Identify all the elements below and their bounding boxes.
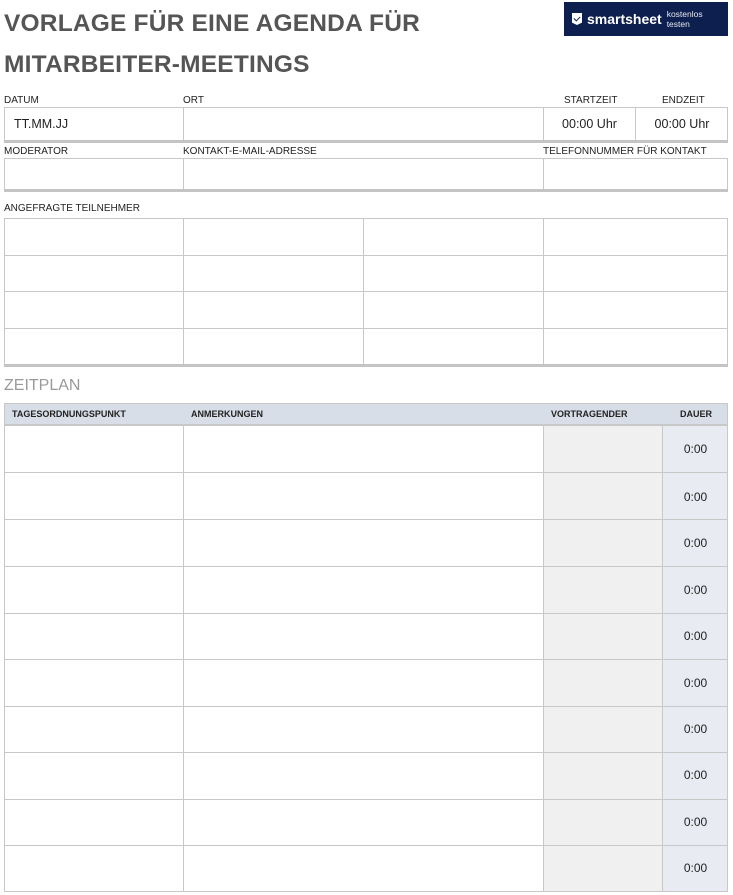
smartsheet-trial-banner[interactable] (564, 2, 728, 36)
duration-cell[interactable]: 0:00 (683, 676, 708, 690)
duration-cell[interactable]: 0:00 (683, 583, 708, 597)
contact-email-field[interactable] (184, 159, 542, 189)
duration-cell[interactable]: 0:00 (683, 490, 708, 504)
banner-brand: smartsheet (586, 11, 662, 27)
page-title (4, 4, 544, 85)
header-notes: ANMERKUNGEN (191, 409, 263, 419)
attendees-label: ANGEFRAGTE TEILNEHMER (4, 203, 140, 214)
duration-cell[interactable]: 0:00 (683, 536, 708, 550)
header-duration: DAUER (679, 409, 712, 419)
duration-cell[interactable]: 0:00 (683, 861, 708, 875)
smartsheet-logo-icon (572, 13, 582, 25)
moderator-label: MODERATOR (4, 146, 69, 157)
location-field[interactable] (184, 117, 542, 135)
duration-cell[interactable]: 0:00 (683, 629, 708, 643)
duration-cell[interactable]: 0:00 (683, 722, 708, 736)
duration-cell[interactable]: 0:00 (683, 442, 708, 456)
contact-phone-field[interactable] (544, 159, 727, 189)
end-time-label: ENDZEIT (662, 95, 705, 106)
moderator-field[interactable] (5, 159, 182, 189)
start-time-field[interactable]: 00:00 Uhr (562, 117, 617, 131)
page-title-line-1: VORLAGE FÜR EINE AGENDA FÜR (4, 10, 421, 37)
end-time-field[interactable]: 00:00 Uhr (654, 117, 710, 131)
header-presenter: VORTRAGENDER (551, 409, 628, 419)
date-field[interactable]: TT.MM.JJ (14, 117, 69, 131)
duration-cell[interactable]: 0:00 (683, 815, 708, 829)
duration-cell[interactable]: 0:00 (683, 768, 708, 782)
contact-email-label: KONTAKT-E-MAIL-ADRESSE (183, 146, 317, 157)
schedule-table-header (4, 403, 728, 425)
location-label: ORT (183, 95, 204, 106)
page-title-line-2: MITARBEITER-MEETINGS (4, 51, 310, 78)
date-label: DATUM (4, 95, 39, 106)
header-agenda-item: TAGESORDNUNGSPUNKT (12, 409, 126, 419)
banner-cta: kostenlos testen (666, 9, 703, 29)
schedule-section-title: ZEITPLAN (4, 377, 81, 394)
start-time-label: STARTZEIT (564, 95, 618, 106)
contact-phone-label: TELEFONNUMMER FÜR KONTAKT (543, 146, 707, 157)
